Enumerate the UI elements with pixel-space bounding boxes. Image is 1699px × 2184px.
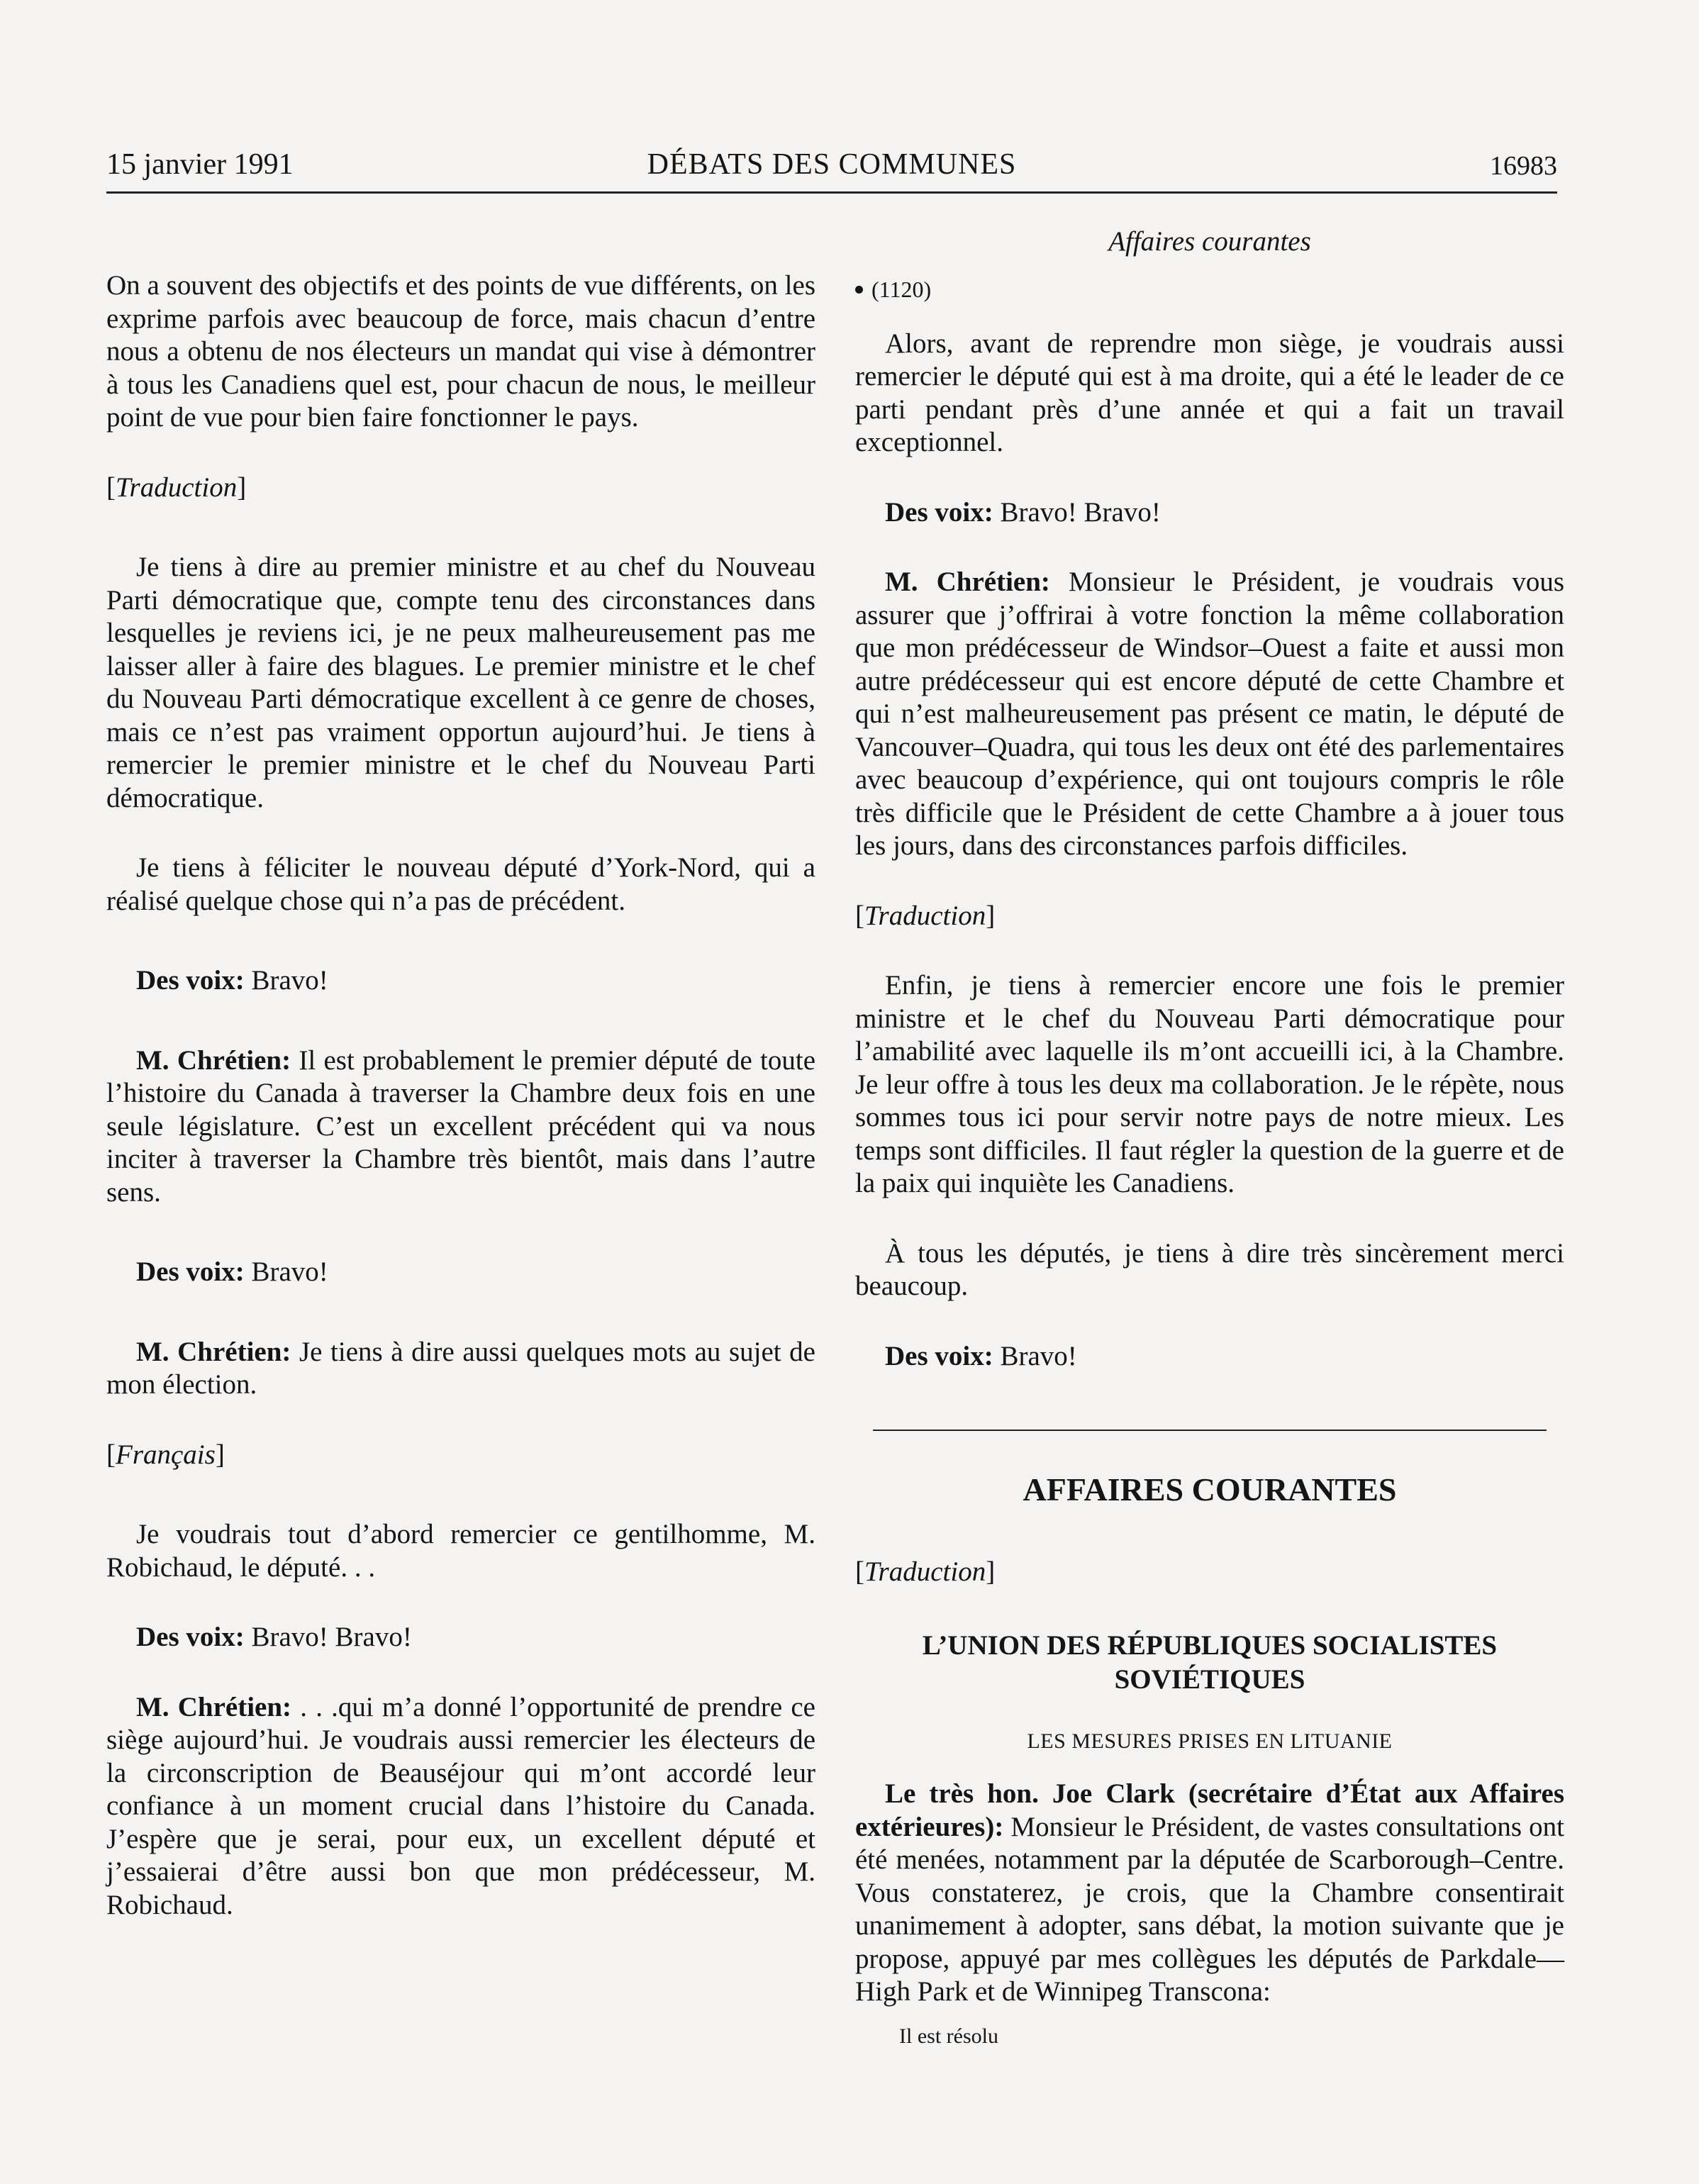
speaker-name: Le très hon. Joe Clark (secrétaire d’État aux Affaires extérieures): (855, 1778, 1564, 1842)
speaker-name: Des voix: (136, 965, 245, 996)
speech-text: Bravo! Bravo! (1000, 496, 1161, 528)
speech (106, 1691, 815, 1922)
speaker-name: M. Chrétien: (136, 1691, 292, 1722)
bullet-icon (855, 286, 863, 294)
running-section-heading: Affaires courantes (1108, 226, 1311, 257)
speech-text: Monsieur le Président, de vastes consultations ont été menées, notamment par la députée de Scarborough–Centre. Vous constaterez, je crois, que la Chambre consentirait unanimement à adopter, sans débat, la motion suivante que je propose, appuyé par mes collègues les députés de Parkdale—High Park et de Winnipeg Transcona: (855, 1811, 1564, 2007)
language-note: [Traduction] (106, 472, 247, 503)
subsection-title: L’UNION DES RÉPUBLIQUES SOCIALISTES SOVIÉTIQUES (922, 1629, 1498, 1695)
motion-opening: Il est résolu (899, 2024, 998, 2048)
speech (106, 1621, 815, 1654)
header-title: DÉBATS DES COMMUNES (647, 148, 1017, 181)
speaker-name: Des voix: (136, 1622, 245, 1652)
speaker-name: Des voix: (136, 1257, 245, 1287)
speech (855, 1778, 1564, 2009)
section-title: AFFAIRES COURANTES (1023, 1471, 1397, 1508)
page-number: 16983 (1490, 151, 1557, 181)
page-header (106, 147, 1557, 194)
speech-text: Bravo! (1000, 1340, 1077, 1371)
subheading: LES MESURES PRISES EN LITUANIE (1027, 1729, 1393, 1753)
speaker-name: M. Chrétien: (885, 567, 1050, 597)
speech (106, 1044, 815, 1210)
speech (106, 964, 815, 998)
speaker-name: M. Chrétien: (136, 1044, 291, 1076)
section-divider (873, 1430, 1547, 1431)
paragraph: Je tiens à féliciter le nouveau député d’York-Nord, qui a réalisé quelque chose qui n’a pas de précédent. (106, 852, 815, 916)
paragraph: On a souvent des objectifs et des points de vue différents, on les exprime parfois avec beaucoup de force, mais chacun d’entre nous a obtenu de nos électeurs un mandat qui vise à démontrer à tous les Canadiens quel est, pour chacun de nous, le meilleur point de vue pour bien faire fonctionner le pays. (106, 270, 815, 433)
speech-text: Bravo! (251, 1257, 328, 1287)
language-note: [Traduction] (855, 900, 996, 931)
speech-text: Je tiens à dire aussi quelques mots au sujet de mon élection. (106, 1336, 815, 1400)
header-date: 15 janvier 1991 (106, 148, 294, 181)
left-column (106, 269, 815, 1922)
paragraph: Je voudrais tout d’abord remercier ce gentilhomme, M. Robichaud, le député. . . (106, 1519, 815, 1583)
speech-text: Bravo! (251, 965, 328, 996)
right-column (855, 273, 1564, 2053)
speech (855, 1340, 1564, 1374)
paragraph: Alors, avant de reprendre mon siège, je voudrais aussi remercier le député qui est à ma droite, qui a été le leader de ce parti pendant près d’une année et qui a fait un travail exceptionnel. (855, 328, 1564, 457)
speech-text: Il est probablement le premier député de toute l’histoire du Canada à traverser la Chambre deux fois en une seule législature. C’est un excellent précédent qui va nous inciter à traverser la Chambre très bientôt, mais dans l’autre sens. (106, 1044, 816, 1208)
paragraph: À tous les députés, je tiens à dire très sincèrement merci beaucoup. (855, 1237, 1564, 1301)
speech (855, 566, 1564, 863)
speech (855, 496, 1564, 530)
language-note: [Traduction] (855, 1556, 996, 1587)
time-stamp: (1120) (855, 273, 1564, 306)
speech-text: . . .qui m’a donné l’opportunité de prendre ce siège aujourd’hui. Je voudrais aussi remercier les électeurs de la circonscription de Beauséjour qui m’ont accordé leur confiance à un moment crucial dans l’histoire du Canada. J’espère que je serai, pour eux, un excellent député et j’essaierai d’être aussi bon que mon prédécesseur, M. Robichaud. (106, 1691, 815, 1920)
speaker-name: M. Chrétien: (136, 1336, 291, 1367)
speech (106, 1336, 815, 1402)
speech (106, 1256, 815, 1289)
speaker-name: Des voix: (885, 1340, 993, 1371)
speaker-name: Des voix: (885, 496, 993, 528)
speech-text: Bravo! Bravo! (251, 1622, 412, 1652)
speech-text: Monsieur le Président, je voudrais vous assurer que j’offrirai à votre fonction la même collaboration que mon prédécesseur de Windsor–Ouest a faite et aussi mon autre prédécesseur qui est encore député de cette Chambre et qui n’est malheureusement pas présent ce matin, le député de Vancouver–Quadra, qui tous les deux ont été des parlementaires avec beaucoup d’expérience, qui ont toujours compris le rôle très difficile que le Président de cette Chambre a à jouer tous les jours, dans des circonstances parfois difficiles. (855, 567, 1564, 861)
paragraph: Enfin, je tiens à remercier encore une fois le premier ministre et le chef du Nouveau Parti démocratique pour l’amabilité avec laquelle ils m’ont accueilli ici, à la Chambre. Je leur offre à tous les deux ma collaboration. Je le répète, nous sommes tous ici pour servir notre pays de notre mieux. Les temps sont difficiles. Il faut régler la question de la guerre et de la paix qui inquiète les Canadiens. (855, 970, 1564, 1198)
language-note: [Français] (106, 1439, 225, 1470)
paragraph: Je tiens à dire au premier ministre et au chef du Nouveau Parti démocratique que, compte tenu des circonstances dans lesquelles je reviens ici, je ne peux malheureusement pas me laisser aller à faire des blagues. Le premier ministre et le chef du Nouveau Parti démocratique excellent à ce genre de choses, mais ce n’est pas vraiment opportun aujourd’hui. Je tiens à remercier le premier ministre et le chef du Nouveau Parti démocratique. (106, 552, 815, 813)
